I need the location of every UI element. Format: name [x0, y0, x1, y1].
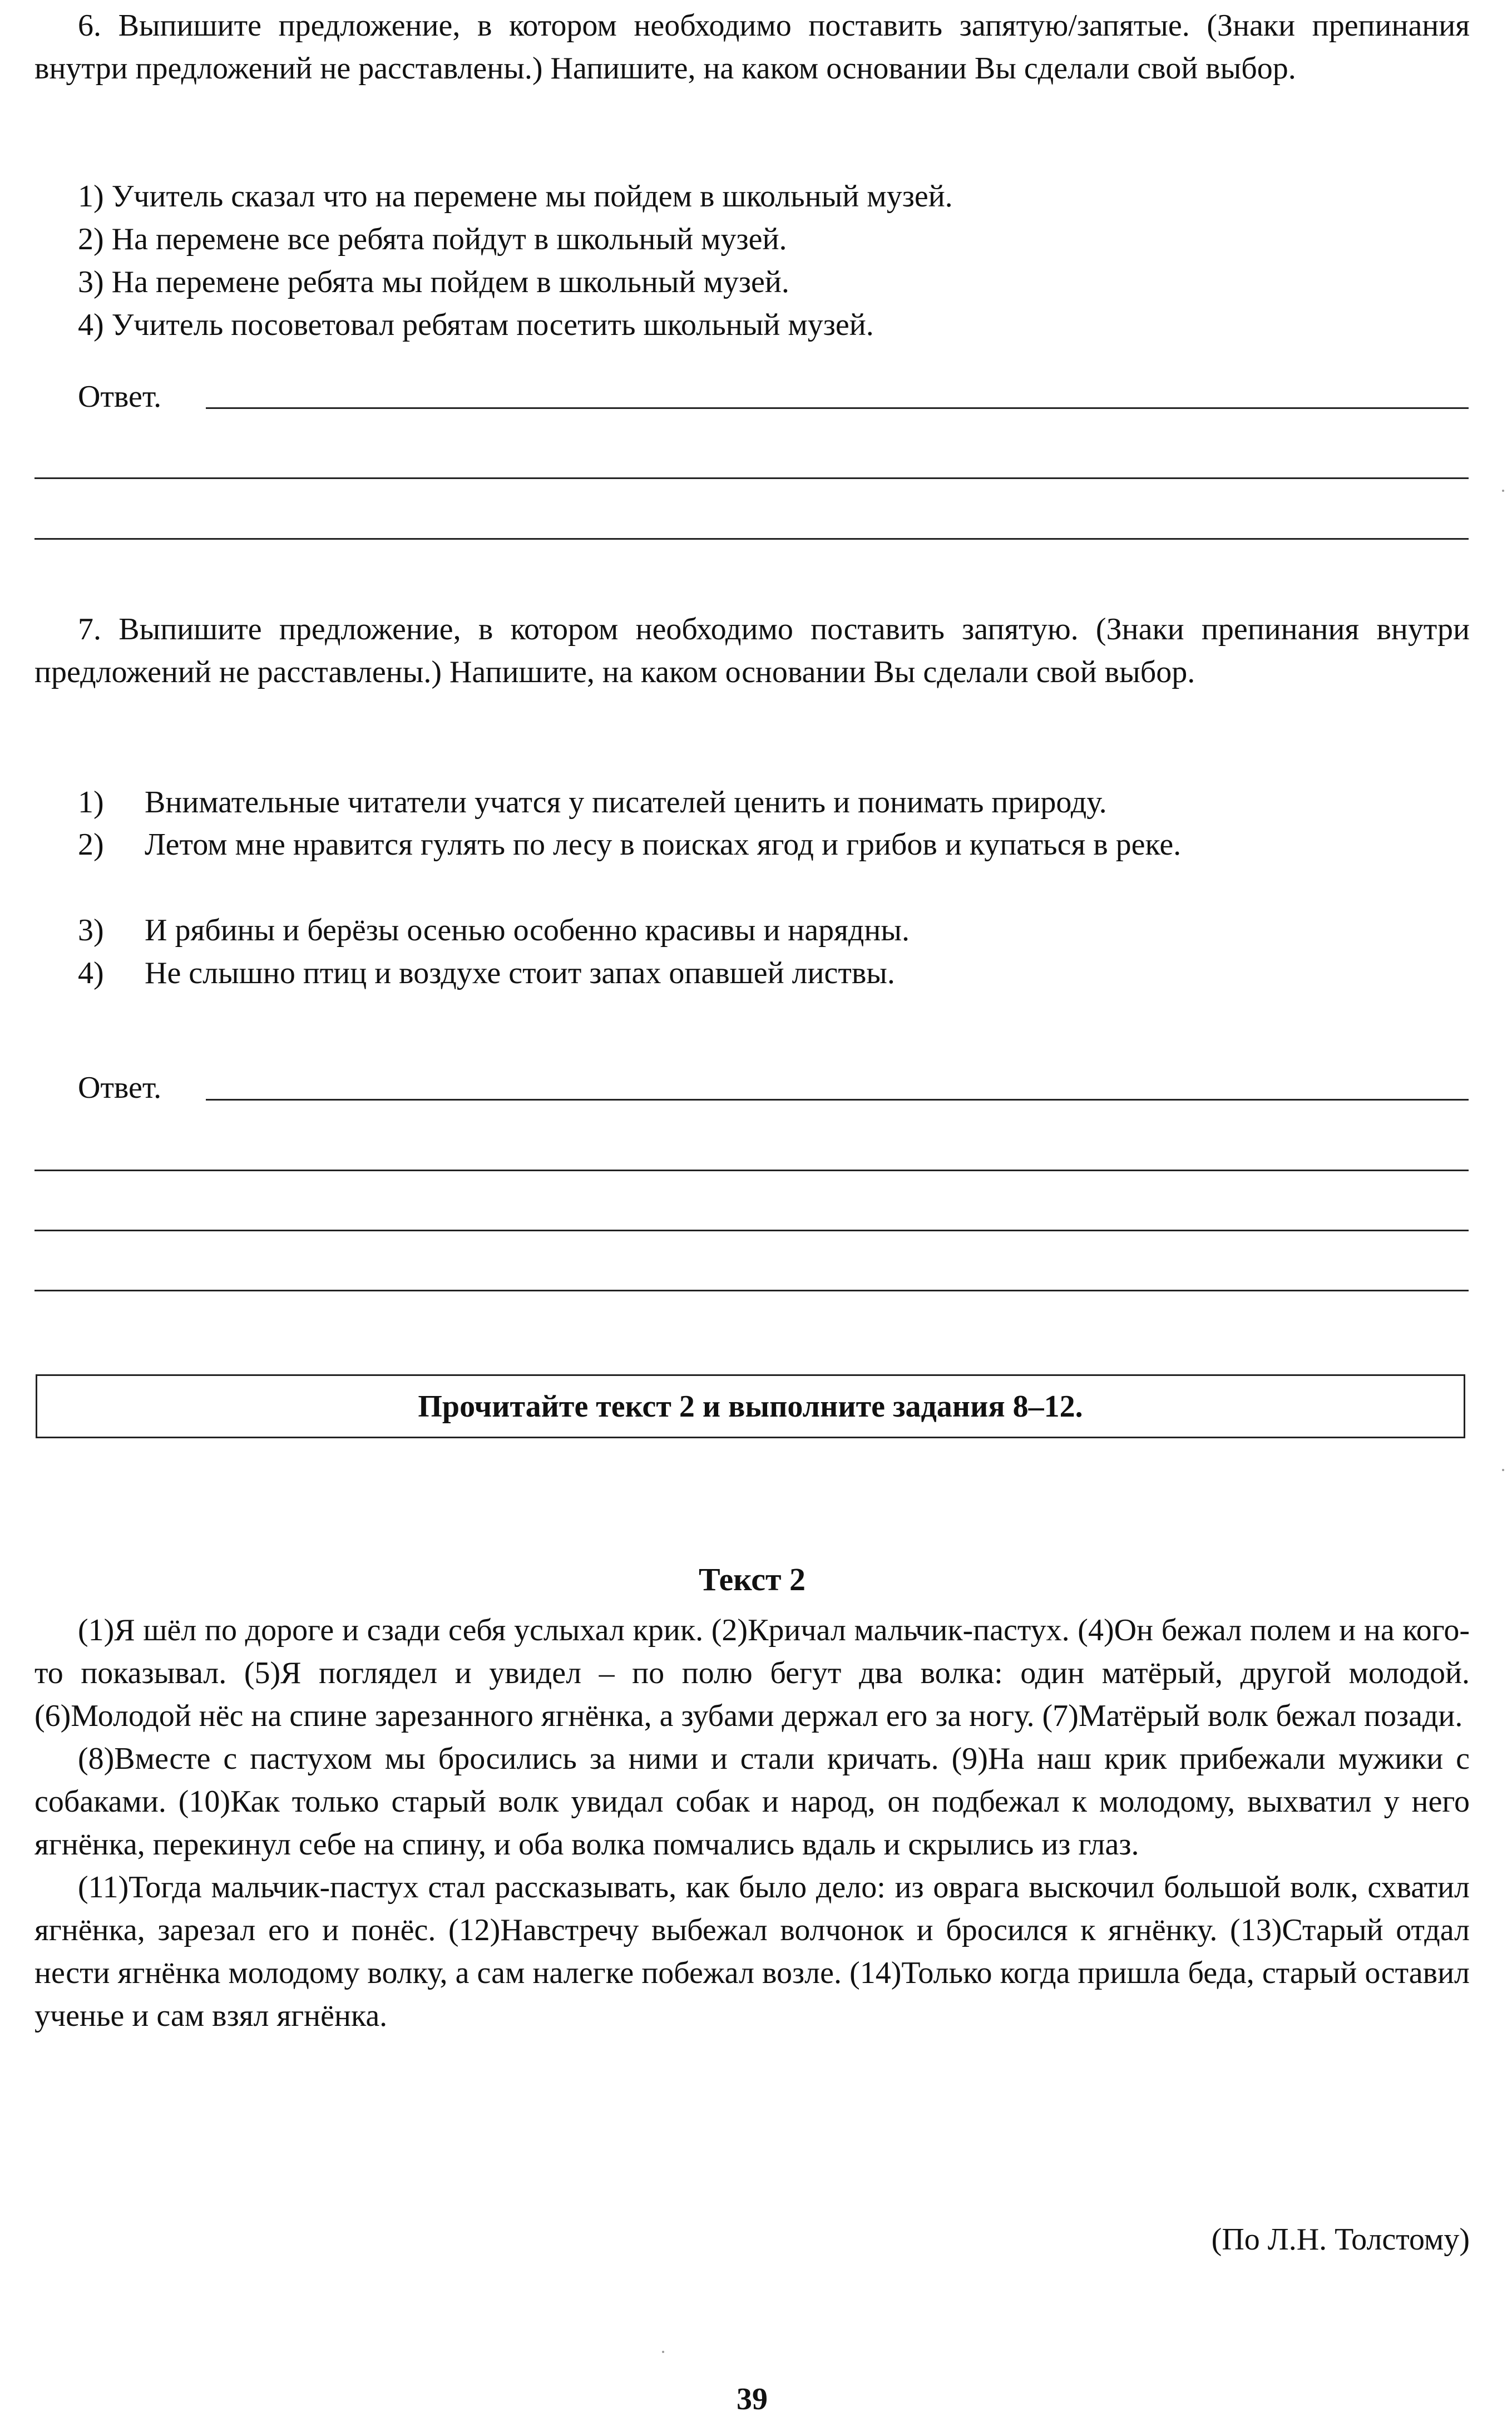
task6-answer-line-1[interactable]	[206, 407, 1469, 409]
task6-option-3: 3) На перемене ребята мы пойдем в школьный музей.	[78, 265, 789, 299]
task7-option-1: 1) Внимательные читатели учатся у писателей ценить и понимать природу.	[78, 785, 1107, 820]
task7-answer-label: Ответ.	[78, 1071, 162, 1105]
page-number: 39	[737, 2382, 768, 2416]
text2-paragraph-3: (11)Тогда мальчик-пастух стал рассказывать, как было дело: из оврага выскочил большой волк, схватил ягнёнка, зарезал его и понёс. (12)Навстречу выбежал волчонок и бросился к ягнёнку. (13)Старый отдал нести ягнёнка молодому волку, а сам налегке побежал возле. (14)Только когда пришла беда, старый оставил ученье и сам взял ягнёнка.	[34, 1870, 1470, 2033]
task7-option-4: 4) Не слышно птиц и воздухе стоит запах опавшей листвы.	[78, 956, 895, 990]
task7-answer-line-3[interactable]	[34, 1230, 1469, 1231]
task6-option-4: 4) Учитель посоветовал ребятам посетить школьный музей.	[78, 308, 874, 342]
text2-paragraph-2: (8)Вместе с пастухом мы бросились за ними и стали кричать. (9)На наш крик прибежали мужики с собаками. (10)Как только старый волк увидал собак и народ, он подбежал к молодому, выхватил у него ягнёнка, перекинул себе на спину, и оба волка помчались вдаль и скрылись из глаз.	[34, 1742, 1470, 1862]
task6-answer-line-2[interactable]	[34, 477, 1469, 479]
scan-speck	[1502, 1469, 1504, 1471]
scan-speck	[1502, 490, 1504, 492]
text2-paragraph-1: (1)Я шёл по дороге и сзади себя услыхал крик. (2)Кричал мальчик-пастух. (4)Он бежал полем и на кого-то показывал. (5)Я поглядел и увидел – по полю бегут два волка: один матёрый, другой молодой. (6)Молодой нёс на спине зарезанного ягнёнка, а зубами держал его за ногу. (7)Матёрый волк бежал позади.	[34, 1613, 1470, 1733]
task7-answer-line-4[interactable]	[34, 1290, 1469, 1291]
task6-option-2: 2) На перемене все ребята пойдут в школьный музей.	[78, 222, 787, 256]
task7-answer-line-2[interactable]	[34, 1170, 1469, 1171]
workbook-page	[34, 0, 1470, 2422]
task7-option-3: 3) И рябины и берёзы осенью особенно красивы и нарядны.	[78, 913, 910, 948]
text2-body	[34, 1609, 1470, 2038]
text2-author: (По Л.Н. Толстому)	[1211, 2222, 1470, 2257]
text2-title: Текст 2	[699, 1561, 806, 1597]
scan-speck	[662, 2351, 664, 2353]
task7-answer-line-1[interactable]	[206, 1099, 1469, 1101]
task6-answer-line-3[interactable]	[34, 538, 1469, 540]
instruction-box	[36, 1374, 1465, 1438]
task7-option-2: 2) Летом мне нравится гулять по лесу в поисках ягод и грибов и купаться в реке.	[78, 827, 1182, 862]
task6-answer-label: Ответ.	[78, 379, 162, 414]
instruction-text: Прочитайте текст 2 и выполните задания 8–12.	[418, 1389, 1083, 1424]
task7-prompt: 7. Выпишите предложение, в котором необходимо поставить запятую. (Знаки препинания внутри предложений не расставлены.) Напишите, на каком основании Вы сделали свой выбор.	[34, 612, 1470, 689]
task6-prompt: 6. Выпишите предложение, в котором необходимо поставить запятую/запятые. (Знаки препинания внутри предложений не расставлены.) Напишите, на каком основании Вы сделали свой выбор.	[34, 8, 1470, 86]
task6-option-1: 1) Учитель сказал что на перемене мы пойдем в школьный музей.	[78, 179, 953, 214]
